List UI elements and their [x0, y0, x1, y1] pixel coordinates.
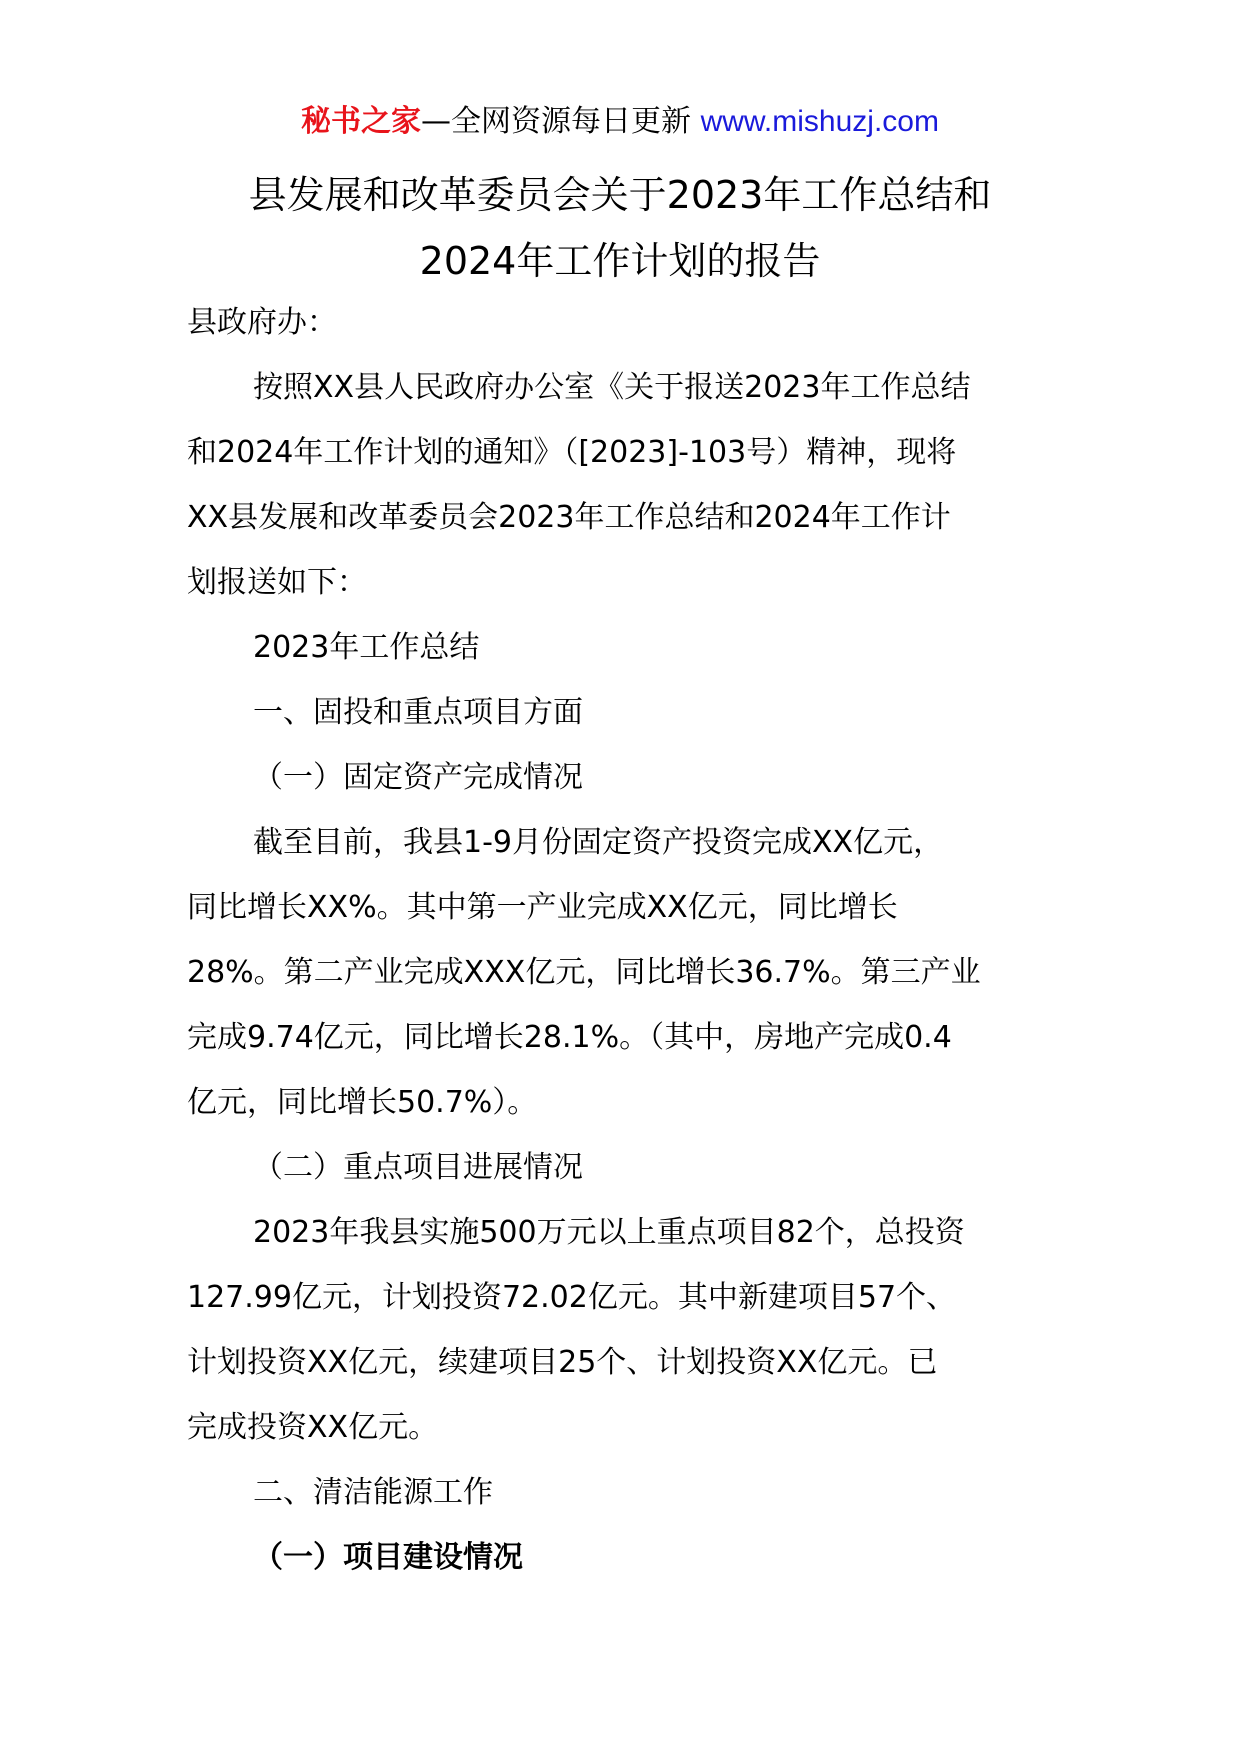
subsection-2-paragraph-line: 完成投资XX亿元。 [187, 1410, 439, 1445]
subsection-2-heading: （二）重点项目进展情况 [253, 1150, 583, 1185]
subsection-3-heading: （一）项目建设情况 [253, 1540, 523, 1575]
salutation: 县政府办： [187, 305, 337, 340]
document-body [187, 290, 1067, 1590]
subsection-2-paragraph-line: 计划投资XX亿元，续建项目25个、计划投资XX亿元。已 [187, 1345, 938, 1380]
document-title [0, 162, 1240, 294]
site-url-link[interactable]: www.mishuzj.com [700, 105, 939, 138]
section-2-heading: 二、清洁能源工作 [253, 1475, 493, 1510]
subsection-2-paragraph-line: 127.99亿元，计划投资72.02亿元。其中新建项目57个、 [187, 1280, 957, 1315]
header-tagline: —全网资源每日更新 [421, 104, 701, 139]
intro-line: 按照XX县人民政府办公室《关于报送2023年工作总结 [253, 370, 971, 405]
summary-heading: 2023年工作总结 [253, 630, 480, 665]
intro-line: XX县发展和改革委员会2023年工作总结和2024年工作计 [187, 500, 951, 535]
subsection-1-paragraph-line: 同比增长XX%。其中第一产业完成XX亿元，同比增长 [187, 890, 898, 925]
intro-line: 和2024年工作计划的通知》（[2023]-103号）精神，现将 [187, 435, 957, 470]
section-1-heading: 一、固投和重点项目方面 [253, 695, 583, 730]
subsection-1-paragraph-line: 截至目前，我县1-9月份固定资产投资完成XX亿元， [253, 825, 944, 860]
subsection-1-paragraph-line: 28%。第二产业完成XXX亿元，同比增长36.7%。第三产业 [187, 955, 981, 990]
intro-line: 划报送如下： [187, 565, 367, 600]
title-line-2: 2024年工作计划的报告 [419, 239, 821, 283]
subsection-1-paragraph-line: 亿元，同比增长50.7%）。 [187, 1085, 538, 1120]
subsection-1-paragraph-line: 完成9.74亿元，同比增长28.1%。（其中，房地产完成0.4 [187, 1020, 952, 1055]
subsection-1-heading: （一）固定资产完成情况 [253, 760, 583, 795]
brand-name: 秘书之家 [301, 104, 422, 139]
title-line-1: 县发展和改革委员会关于2023年工作总结和 [248, 173, 992, 217]
subsection-2-paragraph-line: 2023年我县实施500万元以上重点项目82个，总投资 [253, 1215, 965, 1250]
site-header [0, 100, 1240, 144]
